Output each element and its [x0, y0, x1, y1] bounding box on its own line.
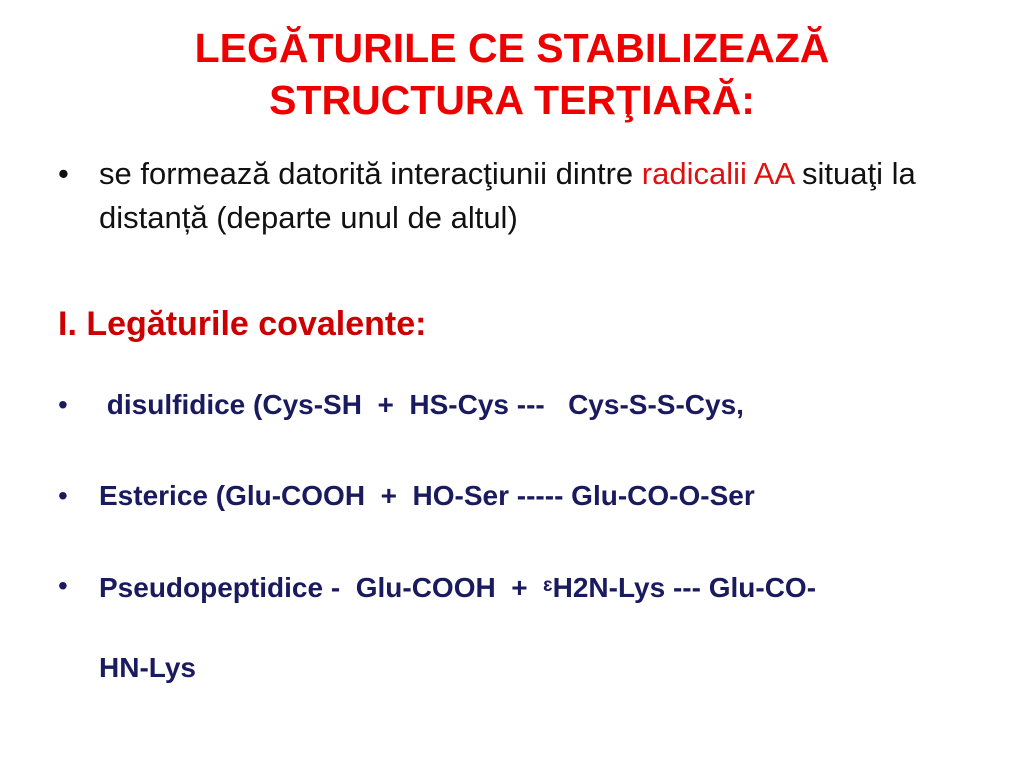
- intro-text-before: se formează datorită interacţiunii dintre: [99, 156, 642, 191]
- list-item-text: [99, 566, 999, 608]
- list-item-text-before: Pseudopeptidice - Glu-COOH +: [99, 572, 544, 603]
- bullet-icon: •: [58, 570, 68, 601]
- list-item-text: disulfidice (Cys-SH + HS-Cys --- Cys-S-S-Cys,: [99, 389, 744, 420]
- bullet-icon: •: [58, 156, 69, 191]
- slide-title-line-1: LEGĂTURILE CE STABILIZEAZĂ: [194, 25, 830, 71]
- intro-text-after: situaţi la distanță (departe unul de altul): [99, 156, 916, 235]
- bullet-icon: •: [58, 480, 68, 511]
- slide-title-line-2: STRUCTURA TERŢIARĂ:: [269, 77, 755, 123]
- slide-title: [0, 22, 1024, 126]
- intro-highlight: radicalii AA: [641, 156, 794, 191]
- list-item-text: Esterice (Glu-COOH + HO-Ser ----- Glu-CO-O-Ser: [99, 480, 755, 511]
- bullet-icon: •: [58, 389, 68, 420]
- list-item-continuation: HN-Lys: [99, 652, 196, 683]
- list-item-text-after: H2N-Lys --- Glu-CO-: [552, 572, 817, 603]
- section-heading: I. Legăturile covalente:: [58, 305, 427, 343]
- epsilon-symbol: ɛ: [543, 575, 553, 596]
- intro-text: [99, 152, 979, 240]
